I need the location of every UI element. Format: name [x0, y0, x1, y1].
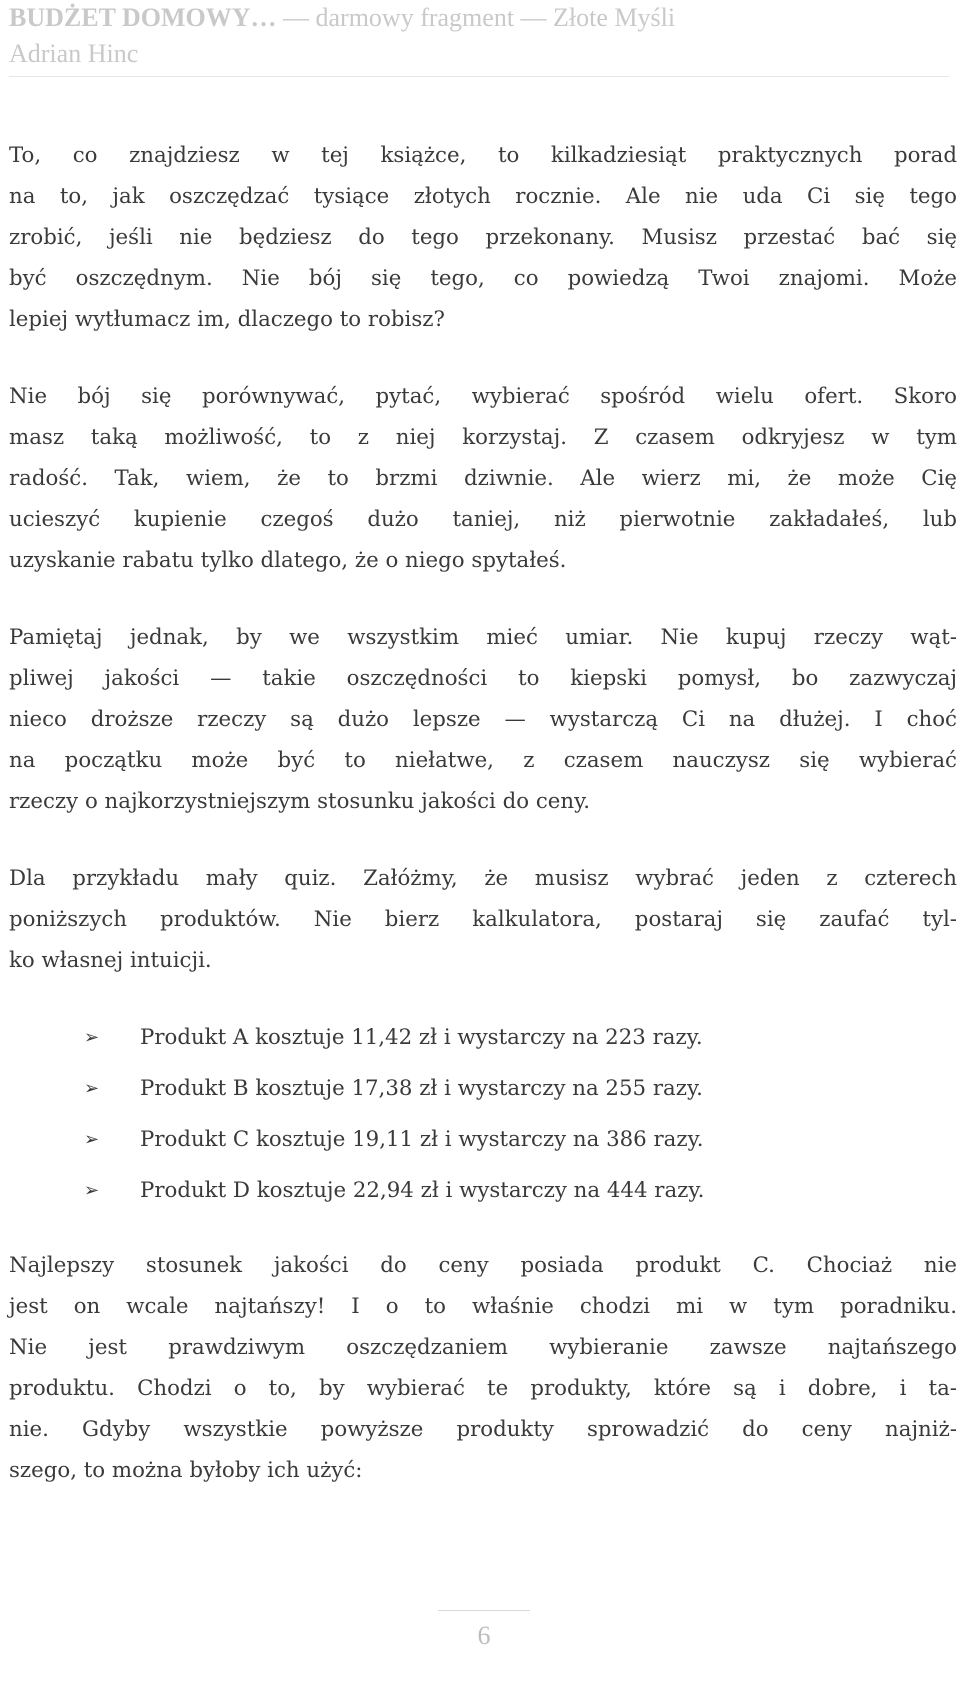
text-line: nieco droższe rzeczy są dużo lepsze — wystarczą Ci na dłużej. I choć	[9, 707, 957, 732]
text-line: Pamiętaj jednak, by we wszystkim mieć umiar. Nie kupuj rzeczy wąt-	[9, 625, 957, 650]
text-line: pliwej jakości — takie oszczędności to kiepski pomysł, bo zazwyczaj	[9, 666, 957, 691]
product-list	[9, 1017, 957, 1211]
text-line: ucieszyć kupienie czegoś dużo taniej, niż pierwotnie zakładałeś, lub	[9, 507, 957, 532]
text-line: być oszczędnym. Nie bój się tego, co powiedzą Twoi znajomi. Może	[9, 266, 957, 291]
text-line: nie. Gdyby wszystkie powyższe produkty sprowadzić do ceny najniż-	[9, 1417, 957, 1442]
arrow-bullet-icon: ➢	[84, 1180, 100, 1201]
text-line: zrobić, jeśli nie będziesz do tego przekonany. Musisz przestać bać się	[9, 225, 957, 250]
text-line: na początku może być to niełatwe, z czasem nauczysz się wybierać	[9, 748, 957, 773]
arrow-bullet-icon: ➢	[84, 1078, 100, 1099]
page-body	[9, 135, 957, 1527]
paragraph-closing	[9, 1245, 957, 1491]
list-item	[9, 1017, 957, 1058]
text-line: radość. Tak, wiem, że to brzmi dziwnie. Ale wierz mi, że może Cię	[9, 466, 957, 491]
text-line: Nie jest prawdziwym oszczędzaniem wybieranie zawsze najtańszego	[9, 1335, 957, 1360]
paragraph-4	[9, 858, 957, 981]
text-line: produktu. Chodzi o to, by wybierać te produkty, które są i dobre, i ta-	[9, 1376, 957, 1401]
list-item-text: Produkt D kosztuje 22,94 zł i wystarczy na 444 razy.	[140, 1178, 705, 1203]
text-line: Dla przykładu mały quiz. Załóżmy, że musisz wybrać jeden z czterech	[9, 866, 957, 891]
text-line: Nie bój się porównywać, pytać, wybierać spośród wielu ofert. Skoro	[9, 384, 957, 409]
page-number: 6	[477, 1621, 491, 1650]
arrow-bullet-icon: ➢	[84, 1129, 100, 1150]
list-item	[9, 1119, 957, 1160]
list-item-text: Produkt B kosztuje 17,38 zł i wystarczy na 255 razy.	[140, 1076, 703, 1101]
paragraph-2	[9, 376, 957, 581]
text-line: masz taką możliwość, to z niej korzystaj. Z czasem odkryjesz w tym	[9, 425, 957, 450]
running-header	[9, 0, 949, 77]
paragraph-1	[9, 135, 957, 340]
arrow-bullet-icon: ➢	[84, 1027, 100, 1048]
text-line: uzyskanie rabatu tylko dlatego, że o niego spytałeś.	[9, 548, 567, 573]
header-author: Adrian Hinc	[9, 39, 139, 68]
header-title-line	[9, 0, 949, 36]
text-line: na to, jak oszczędzać tysiące złotych rocznie. Ale nie uda Ci się tego	[9, 184, 957, 209]
text-line: poniższych produktów. Nie bierz kalkulatora, postaraj się zaufać tyl-	[9, 907, 957, 932]
text-line: lepiej wytłumacz im, dlaczego to robisz?	[9, 307, 445, 332]
paragraph-3	[9, 617, 957, 822]
text-line: Najlepszy stosunek jakości do ceny posiada produkt C. Chociaż nie	[9, 1253, 957, 1278]
list-item-text: Produkt C kosztuje 19,11 zł i wystarczy na 386 razy.	[140, 1127, 704, 1152]
list-item	[9, 1068, 957, 1109]
page-footer	[438, 1610, 530, 1651]
list-item	[9, 1170, 957, 1211]
text-line: rzeczy o najkorzystniejszym stosunku jakości do ceny.	[9, 789, 591, 814]
header-subtitle: — darmowy fragment — Złote Myśli	[276, 3, 676, 32]
text-line: jest on wcale najtańszy! I o to właśnie chodzi mi w tym poradniku.	[9, 1294, 957, 1319]
text-line: To, co znajdziesz w tej książce, to kilkadziesiąt praktycznych porad	[9, 143, 957, 168]
list-item-text: Produkt A kosztuje 11,42 zł i wystarczy na 223 razy.	[140, 1025, 703, 1050]
text-line: szego, to można byłoby ich użyć:	[9, 1458, 363, 1483]
text-line: ko własnej intuicji.	[9, 948, 212, 973]
book-title: BUDŻET DOMOWY…	[9, 3, 277, 32]
